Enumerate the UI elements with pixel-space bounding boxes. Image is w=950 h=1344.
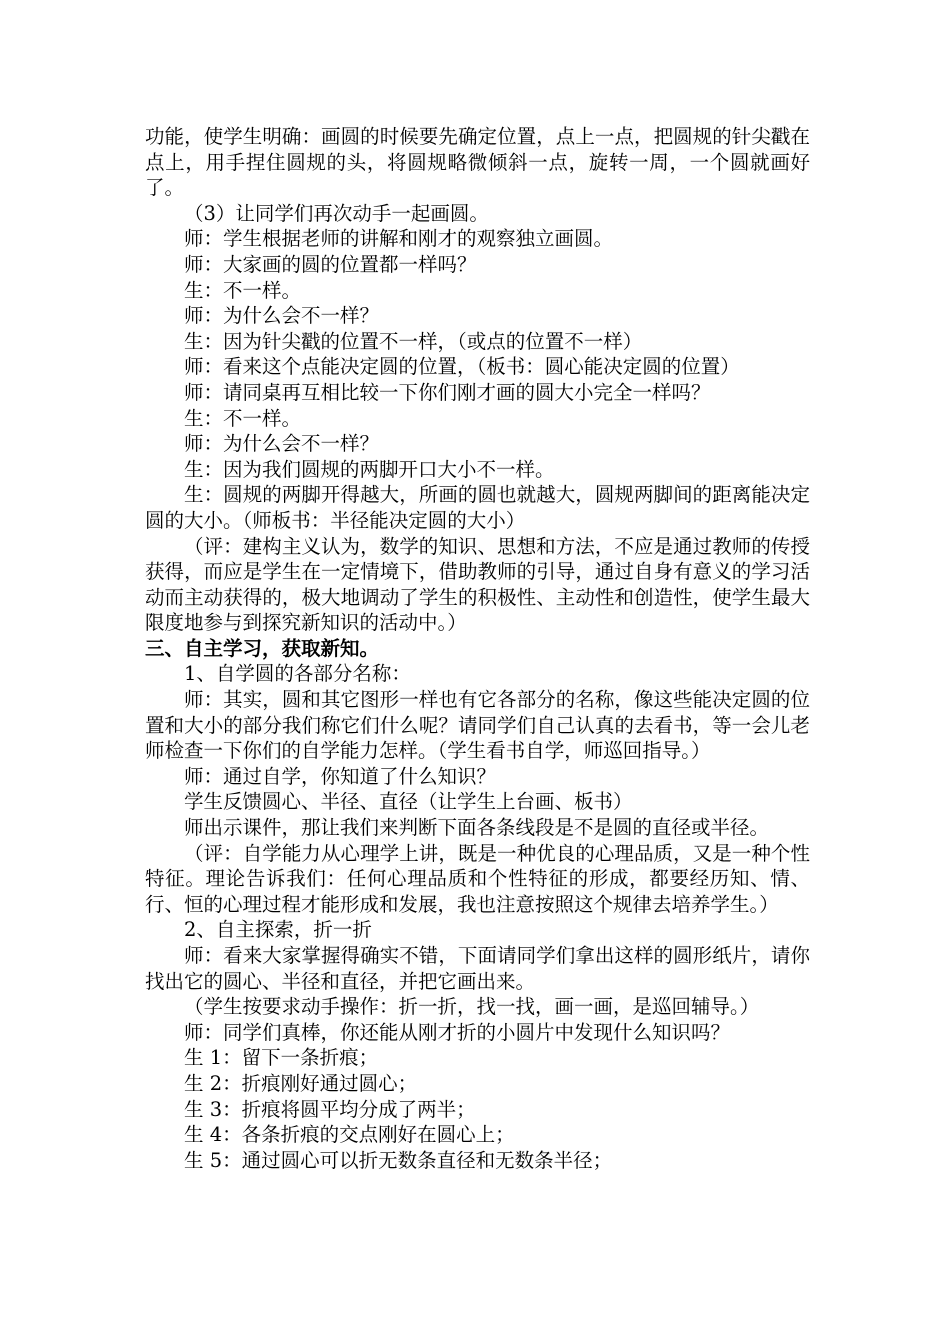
paragraph-dialogue: 生 2：折痕刚好通过圆心； xyxy=(184,1071,418,1095)
paragraph-dialogue: 生 5：通过圆心可以折无数条直径和无数条半径； xyxy=(184,1148,613,1172)
subsection-title: 2、自主探索，折一折 xyxy=(184,918,372,942)
paragraph-compass-function: 功能，使学生明确：画圆的时候要先确定位置，点上一点，把圆规的针尖戳在点上，用手捏住圆规的头，将圆规略微倾斜一点，旋转一周，一个圆就画好了。 xyxy=(145,125,810,200)
paragraph-dialogue: 师：为什么会不一样？ xyxy=(184,304,380,328)
paragraph-commentary: （评：自学能力从心理学上讲，既是一种优良的心理品质，又是一种个性特征。理论告诉我们：任何心理品质和个性特征的形成，都要经历知、情、行、恒的心理过程才能形成和发展，我也注意按照这个规律去培养学生。） xyxy=(145,841,810,916)
paragraph-dialogue: 学生反馈圆心、半径、直径（让学生上台画、板书） xyxy=(184,790,633,814)
paragraph-dialogue: 生：因为我们圆规的两脚开口大小不一样。 xyxy=(184,457,555,481)
paragraph-dialogue: 生 3：折痕将圆平均分成了两半； xyxy=(184,1097,476,1121)
paragraph-dialogue: 生：因为针尖戳的位置不一样，（或点的位置不一样） xyxy=(184,329,643,353)
paragraph-dialogue: 师：请同桌再互相比较一下你们刚才画的圆大小完全一样吗？ xyxy=(184,380,711,404)
paragraph-dialogue: 师：通过自学，你知道了什么知识？ xyxy=(184,764,497,788)
paragraph-dialogue: 生：不一样。 xyxy=(184,406,302,430)
paragraph-dialogue: 生 1：留下一条折痕； xyxy=(184,1046,379,1070)
paragraph-dialogue: 师：其实，圆和其它图形一样也有它各部分的名称，像这些能决定圆的位置和大小的部分我们称它们什么呢？请同学们自己认真的去看书，等一会儿老师检查一下你们的自学能力怎样。（学生看书自学，师巡回指导。） xyxy=(145,688,810,763)
paragraph-dialogue: 师出示课件，那让我们来判断下面各条线段是不是圆的直径或半径。 xyxy=(184,816,770,840)
document-page xyxy=(145,124,810,1173)
paragraph-commentary: （评：建构主义认为，数学的知识、思想和方法，不应是通过教师的传授获得，而应是学生在一定情境下，借助教师的引导，通过自身有意义的学习活动而主动获得的，极大地调动了学生的积极性、主动性和创造性，使学生最大限度地参与到探究新知识的活动中。） xyxy=(145,534,810,635)
paragraph-dialogue: 生 4：各条折痕的交点刚好在圆心上； xyxy=(184,1123,515,1147)
paragraph-dialogue: 生：不一样。 xyxy=(184,278,302,302)
section-heading: 三、自主学习，获取新知。 xyxy=(145,636,380,660)
subsection-title: 1、自学圆的各部分名称： xyxy=(184,662,411,686)
paragraph-dialogue: 师：看来大家掌握得确实不错，下面请同学们拿出这样的圆形纸片，请你找出它的圆心、半径和直径，并把它画出来。 xyxy=(145,944,810,993)
paragraph-dialogue: 师：看来这个点能决定圆的位置，（板书：圆心能决定圆的位置） xyxy=(184,355,740,379)
paragraph-dialogue: 生：圆规的两脚开得越大，所画的圆也就越大，圆规两脚间的距离能决定圆的大小。（师板书：半径能决定圆的大小） xyxy=(145,483,810,532)
paragraph-dialogue: 师：同学们真棒，你还能从刚才折的小圆片中发现什么知识吗？ xyxy=(184,1020,731,1044)
paragraph-step-3: （3）让同学们再次动手一起画圆。 xyxy=(184,201,489,225)
paragraph-dialogue: 师：学生根据老师的讲解和刚才的观察独立画圆。 xyxy=(184,227,614,251)
paragraph-dialogue: 师：为什么会不一样？ xyxy=(184,432,380,456)
paragraph-dialogue: 师：大家画的圆的位置都一样吗？ xyxy=(184,252,477,276)
paragraph-dialogue: （学生按要求动手操作：折一折，找一找，画一画，是巡回辅导。） xyxy=(184,995,760,1019)
